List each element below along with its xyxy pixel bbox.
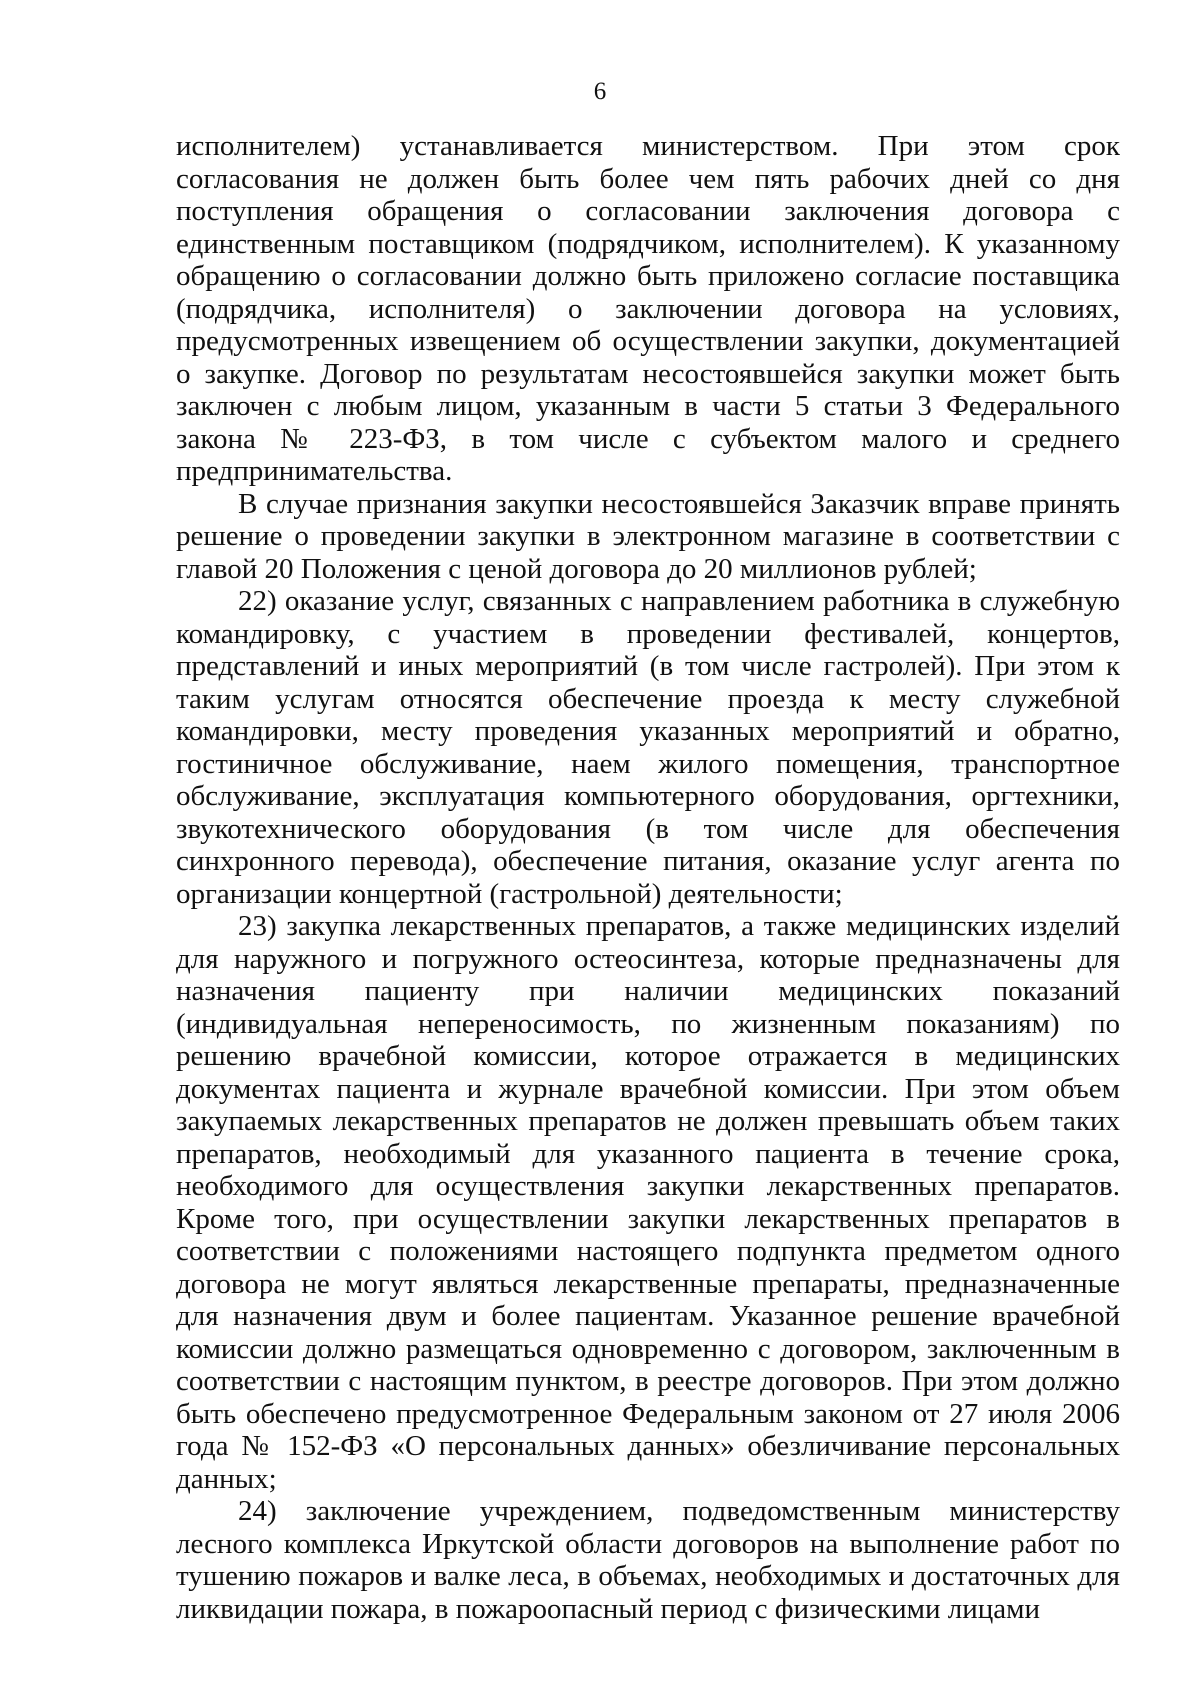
page-number: 6 xyxy=(593,78,607,105)
paragraph-item-24: 24) заключение учреждением, подведомственным министерству лесного комплекса Иркутской области договоров на выполнение работ по тушению пожаров и валке леса, в объемах, необходимых и достаточных для ликвидации пожара, в пожароопасный период с физическими лицами xyxy=(176,1495,1120,1625)
paragraph-item-23: 23) закупка лекарственных препаратов, а также медицинских изделий для наружного и погружного остеосинтеза, которые предназначены для назначения пациенту при наличии медицинских показаний (индивидуальная непереносимость, по жизненным показаниям) по решению врачебной комиссии, которое отражается в медицинских документах пациента и журнале врачебной комиссии. При этом объем закупаемых лекарственных препаратов не должен превышать объем таких препаратов, необходимый для указанного пациента в течение срока, необходимого для осуществления закупки лекарственных препаратов. Кроме того, при осуществлении закупки лекарственных препаратов в соответствии с положениями настоящего подпункта предметом одного договора не могут являться лекарственные препараты, предназначенные для назначения двум и более пациентам. Указанное решение врачебной комиссии должно размещаться одновременно с договором, заключенным в соответствии с настоящим пунктом, в реестре договоров. При этом должно быть обеспечено предусмотренное Федеральным законом от 27 июля 2006 года № 152-ФЗ «О персональных данных» обезличивание персональных данных; xyxy=(176,910,1120,1495)
paragraph-failed-procurement: В случае признания закупки несостоявшейся Заказчик вправе принять решение о проведении закупки в электронном магазине в соответствии с главой 20 Положения с ценой договора до 20 миллионов рублей; xyxy=(176,487,1120,585)
document-body xyxy=(176,130,1120,1625)
paragraph-item-22: 22) оказание услуг, связанных с направлением работника в служебную командировку, с участием в проведении фестивалей, концертов, представлений и иных мероприятий (в том числе гастролей). При этом к таким услугам относятся обеспечение проезда к месту служебной командировки, месту проведения указанных мероприятий и обратно, гостиничное обслуживание, наем жилого помещения, транспортное обслуживание, эксплуатация компьютерного оборудования, оргтехники, звукотехнического оборудования (в том числе для обеспечения синхронного перевода), обеспечение питания, оказание услуг агента по организации концертной (гастрольной) деятельности; xyxy=(176,585,1120,910)
paragraph-continuation: исполнителем) устанавливается министерством. При этом срок согласования не должен быть более чем пять рабочих дней со дня поступления обращения о согласовании заключения договора с единственным поставщиком (подрядчиком, исполнителем). К указанному обращению о согласовании должно быть приложено согласие поставщика (подрядчика, исполнителя) о заключении договора на условиях, предусмотренных извещением об осуществлении закупки, документацией о закупке. Договор по результатам несостоявшейся закупки может быть заключен с любым лицом, указанным в части 5 статьи 3 Федерального закона № 223-ФЗ, в том числе с субъектом малого и среднего предпринимательства. xyxy=(176,130,1120,487)
